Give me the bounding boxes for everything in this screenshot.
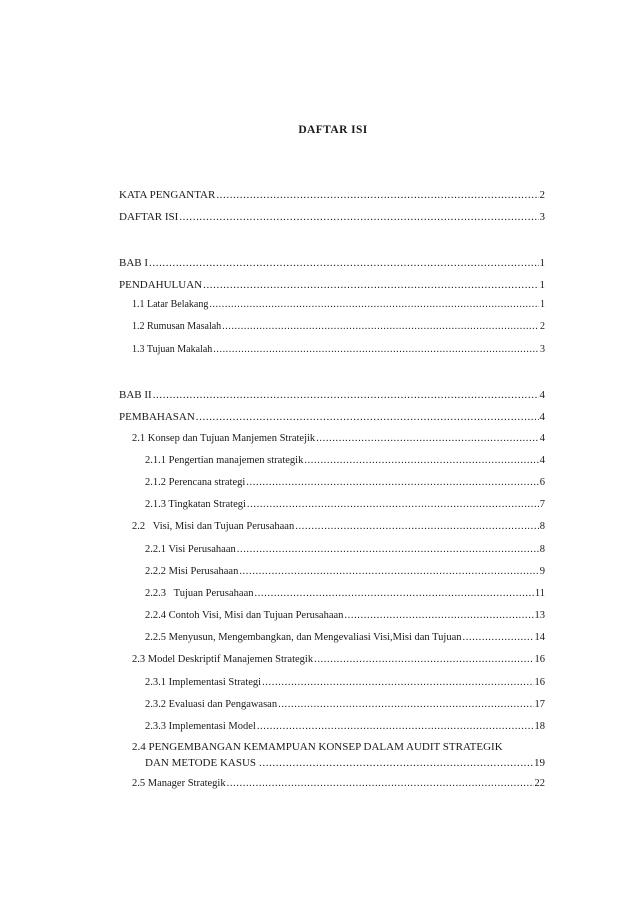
toc-entry-label: 2.2.3 Tujuan Perusahaan	[145, 588, 254, 599]
dot-leader	[257, 720, 534, 734]
dot-leader	[196, 410, 539, 424]
toc-entry-2-2-3	[145, 587, 545, 601]
toc-entry-page: 4	[539, 389, 545, 401]
toc-entry-page: 9	[539, 566, 545, 577]
toc-entry-label: 2.2.2 Misi Perusahaan	[145, 566, 239, 577]
toc-entry-label-line1: 2.4 PENGEMBANGAN KEMAMPUAN KONSEP DALAM AUDIT STRATEGIK	[132, 741, 503, 753]
toc-entry-page: 19	[534, 757, 545, 769]
toc-entry-label: 2.5 Manager Strategik	[132, 778, 226, 789]
toc-entry-label: 2.3 Model Deskriptif Manajemen Strategik	[132, 654, 314, 665]
toc-entry-bab-2	[119, 388, 545, 402]
toc-entry-bab-1	[119, 256, 545, 270]
toc-entry-2-1-1	[145, 454, 545, 468]
toc-entry-2-3	[132, 653, 545, 667]
toc-entry-label: 2.1.1 Pengertian manajemen strategik	[145, 455, 304, 466]
toc-entry-page: 1	[539, 279, 545, 291]
toc-entry-pembahasan	[119, 410, 545, 424]
toc-entry-page: 17	[534, 699, 545, 710]
toc-entry-page: 7	[539, 499, 545, 510]
toc-entry-label: 1.3 Tujuan Makalah	[132, 344, 213, 355]
toc-entry-2-1-3	[145, 498, 545, 512]
toc-entry-1-1	[132, 298, 545, 312]
toc-entry-page: 1	[540, 299, 545, 310]
dot-leader	[213, 343, 539, 357]
toc-entry-page: 4	[539, 433, 545, 444]
toc-entry-label: 2.3.2 Evaluasi dan Pengawasan	[145, 699, 278, 710]
dot-leader	[247, 498, 539, 512]
toc-entry-2-3-2	[145, 698, 545, 712]
dot-leader	[239, 565, 538, 579]
dot-leader	[216, 188, 538, 202]
toc-entry-label: 2.1.3 Tingkatan Strategi	[145, 499, 246, 510]
toc-entry-label: KATA PENGANTAR	[119, 189, 216, 201]
dot-leader	[295, 520, 539, 534]
toc-entry-2-2-1	[145, 543, 545, 557]
toc-entry-page: 3	[540, 344, 545, 355]
toc-entry-2-4	[132, 739, 545, 771]
dot-leader	[149, 256, 538, 270]
toc-entry-label: PENDAHULUAN	[119, 279, 203, 291]
toc-entry-page: 8	[539, 544, 545, 555]
toc-entry-page: 11	[534, 588, 545, 599]
toc-entry-label: 2.1 Konsep dan Tujuan Manjemen Stratejik	[132, 433, 316, 444]
toc-entry-label-line2: DAN METODE KASUS	[145, 757, 257, 769]
toc-entry-label: 1.2 Rumusan Masalah	[132, 321, 222, 332]
toc-entry-2-2-4	[145, 609, 545, 623]
toc-entry-label: BAB II	[119, 389, 152, 401]
toc-entry-page: 18	[534, 721, 545, 732]
toc-entry-1-3	[132, 343, 545, 357]
toc-entry-label: DAFTAR ISI	[119, 211, 179, 223]
toc-entry-page: 3	[539, 211, 545, 223]
toc-entry-label: 2.2.5 Menyusun, Mengembangkan, dan Mengevaliasi Visi,Misi dan Tujuan	[145, 632, 462, 643]
toc-entry-label: 2.2.4 Contoh Visi, Misi dan Tujuan Perusahaan	[145, 610, 344, 621]
toc-entry-page: 13	[534, 610, 545, 621]
toc-entry-page: 2	[540, 321, 545, 332]
toc-entry-pendahuluan	[119, 278, 545, 292]
toc-entry-daftar-isi	[119, 210, 545, 224]
toc-entry-page: 14	[534, 632, 545, 643]
toc-entry-2-2-2	[145, 565, 545, 579]
toc-entry-2-3-3	[145, 720, 545, 734]
toc-entry-label: 2.3.3 Implementasi Model	[145, 721, 256, 732]
page-title: DAFTAR ISI	[298, 124, 368, 136]
toc-entry-2-1	[132, 432, 545, 446]
dot-leader	[255, 587, 534, 601]
toc-entry-label: 2.2 Visi, Misi dan Tujuan Perusahaan	[132, 521, 295, 532]
toc-entry-page: 4	[539, 455, 545, 466]
toc-entry-1-2	[132, 320, 545, 334]
toc-entry-label: BAB I	[119, 257, 149, 269]
dot-leader	[259, 755, 533, 771]
toc-entry-label: 2.2.1 Visi Perusahaan	[145, 544, 236, 555]
toc-entry-kata-pengantar	[119, 188, 545, 202]
toc-entry-2-1-2	[145, 476, 545, 490]
dot-leader	[344, 609, 533, 623]
dot-leader	[314, 653, 533, 667]
dot-leader	[153, 388, 539, 402]
toc-entry-2-5	[132, 777, 545, 791]
dot-leader	[246, 476, 538, 490]
toc-entry-page: 16	[534, 654, 545, 665]
toc-entry-page: 4	[539, 411, 545, 423]
toc-entry-2-2-5	[145, 631, 545, 645]
toc-entry-page: 6	[539, 477, 545, 488]
dot-leader	[179, 210, 538, 224]
dot-leader	[209, 298, 539, 312]
dot-leader	[278, 698, 533, 712]
dot-leader	[227, 777, 534, 791]
dot-leader	[203, 278, 538, 292]
toc-entry-page: 2	[539, 189, 545, 201]
toc-entry-label-line2-row	[132, 755, 545, 771]
toc-entry-label: 1.1 Latar Belakang	[132, 299, 209, 310]
toc-entry-page: 1	[539, 257, 545, 269]
dot-leader	[316, 432, 539, 446]
toc-entry-2-2	[132, 520, 545, 534]
toc-entry-page: 16	[534, 677, 545, 688]
toc-entry-page: 8	[539, 521, 545, 532]
dot-leader	[237, 543, 539, 557]
toc-entry-label: 2.1.2 Perencana strategi	[145, 477, 246, 488]
toc-entry-page: 22	[534, 778, 545, 789]
dot-leader	[463, 631, 534, 645]
toc-entry-2-3-1	[145, 676, 545, 690]
dot-leader	[262, 676, 533, 690]
dot-leader	[222, 320, 539, 334]
dot-leader	[304, 454, 538, 468]
toc-entry-label: 2.3.1 Implementasi Strategi	[145, 677, 262, 688]
toc-entry-label: PEMBAHASAN	[119, 411, 195, 423]
